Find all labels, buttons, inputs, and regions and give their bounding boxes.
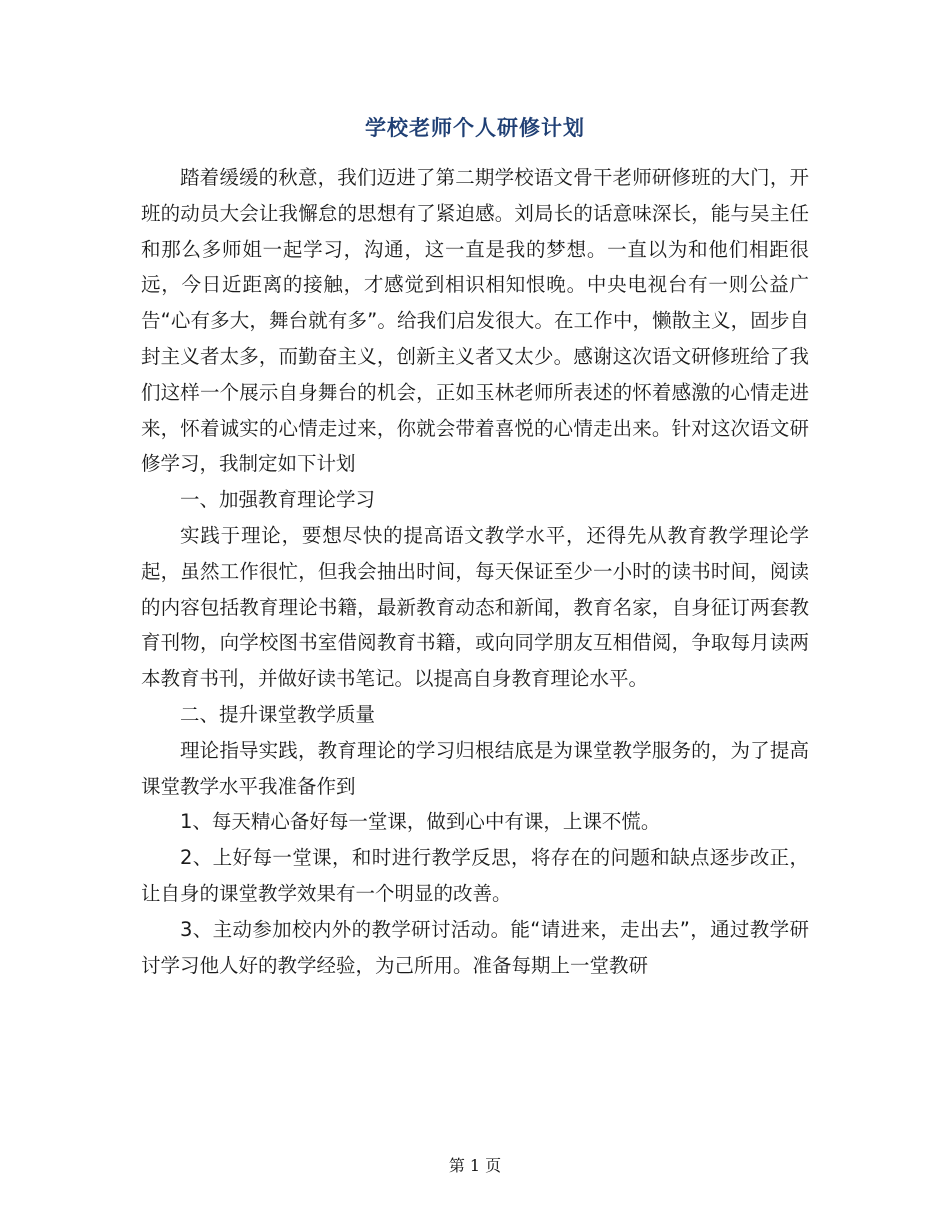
list-item: 2、上好每一堂课，和时进行教学反思，将存在的问题和缺点逐步改正，让自身的课堂教学效果有一个明显的改善。: [141, 846, 809, 905]
section-heading-theory: 一、加强教育理论学习: [180, 488, 376, 512]
page-number: 第 1 页: [448, 1156, 502, 1175]
list-item: 1、每天精心备好每一堂课，做到心中有课，上课不慌。: [180, 810, 661, 834]
document-title: 学校老师个人研修计划: [365, 115, 585, 140]
section-heading-classroom: 二、提升课堂教学质量: [180, 702, 376, 726]
document-body: [141, 160, 809, 983]
intro-paragraph: 踏着缓缓的秋意，我们迈进了第二期学校语文骨干老师研修班的大门，开班的动员大会让我懈怠的思想有了紧迫感。刘局长的话意味深长，能与吴主任和那么多师姐一起学习，沟通，这一直是我的梦想。一直以为和他们相距很远，今日近距离的接触，才感觉到相识相知恨晚。中央电视台有一则公益广告“心有多大，舞台就有多”。给我们启发很大。在工作中，懒散主义，固步自封主义者太多，而勤奋主义，创新主义者又太少。感谢这次语文研修班给了我们这样一个展示自身舞台的机会，正如玉林老师所表述的怀着感激的心情走进来，怀着诚实的心情走过来，你就会带着喜悦的心情走出来。针对这次语文研修学习，我制定如下计划: [141, 166, 809, 476]
list-item: 3、主动参加校内外的教学研讨活动。能“请进来，走出去”，通过教学研讨学习他人好的教学经验，为己所用。准备每期上一堂教研: [141, 917, 809, 977]
classroom-intro-paragraph: 理论指导实践，教育理论的学习归根结底是为课堂教学服务的，为了提高课堂教学水平我准备作到: [141, 738, 809, 798]
theory-paragraph: 实践于理论，要想尽快的提高语文教学水平，还得先从教育教学理论学起，虽然工作很忙，但我会抽出时间，每天保证至少一小时的读书时间，阅读的内容包括教育理论书籍，最新教育动态和新闻，教育名家，自身征订两套教育刊物，向学校图书室借阅教育书籍，或向同学朋友互相借阅，争取每月读两本教育书刊，并做好读书笔记。以提高自身教育理论水平。: [141, 523, 809, 691]
